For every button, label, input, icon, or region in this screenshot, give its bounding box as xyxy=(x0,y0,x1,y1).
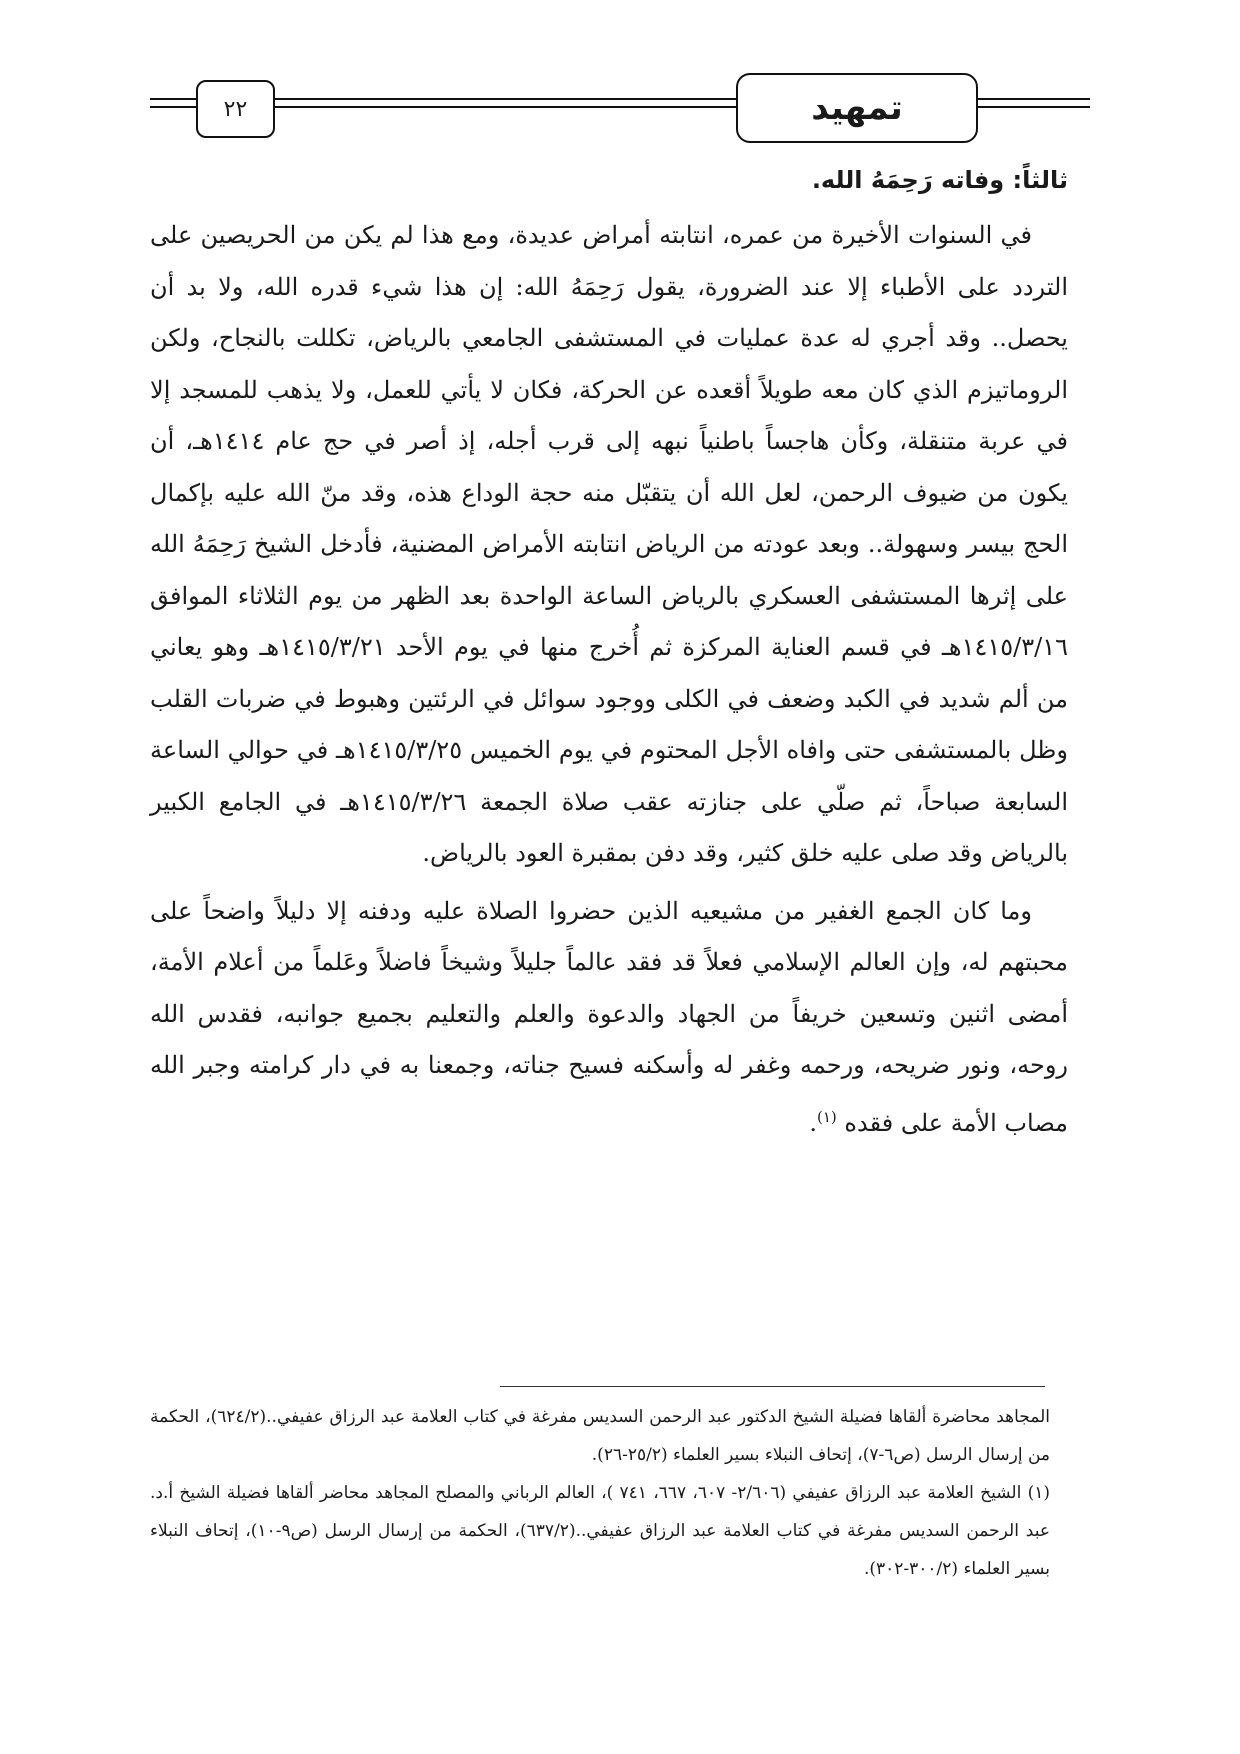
page-number: ٢٢ xyxy=(196,80,275,138)
footnote-continued: المجاهد محاضرة ألقاها فضيلة الشيخ الدكتور عبد الرحمن السديس مفرغة في كتاب العلامة عبد الرزاق عفيفي..(٦٢٤/٢)، الحكمة من إرسال الرسل (ص٦-٧)، إتحاف النبلاء بسير العلماء (٢٥/٢-٢٦). xyxy=(150,1407,1050,1465)
footnote-separator xyxy=(500,1386,1045,1387)
page-header xyxy=(0,0,1240,170)
footnotes xyxy=(150,1398,1050,1588)
paragraph-2-period: . xyxy=(809,1108,817,1137)
footnote-reference: (١) xyxy=(816,1107,837,1126)
section-heading: ثالثاً: وفاته رَحِمَهُ الله. xyxy=(811,166,1068,194)
main-content xyxy=(150,158,1068,1149)
chapter-title: تمهيد xyxy=(736,73,978,143)
footnote-1: (١) الشيخ العلامة عبد الرزاق عفيفي (٢/٦٠٦- ٦٠٧، ٦٦٧، ٧٤١ )، العالم الرباني والمصلح المجاهد محاضر ألقاها فضيلة الشيخ أ.د. عبد الرحمن السديس مفرغة في كتاب العلامة عبد الرزاق عفيفي..(٦٣٧/٢)، الحكمة من إرسال الرسل (ص٩-١٠)، إتحاف النبلاء بسير العلماء (٣٠٠/٢-٣٠٢). xyxy=(150,1483,1051,1579)
paragraph-2-text: وما كان الجمع الغفير من مشيعيه الذين حضروا الصلاة عليه ودفنه إلا دليلاً واضحاً على محبتهم له، وإن العالم الإسلامي فعلاً قد فقد عالماً جليلاً وشيخاً فاضلاً وعَلماً من أعلام الأمة، أمضى اثنين وتسعين خريفاً من الجهاد والدعوة والعلم والتعليم بجميع جوانبه، فقدس الله روحه، ونور ضريحه، ورحمه وغفر له وأسكنه فسيح جناته، وجمعنا به في دار كرامته وجبر الله مصاب الأمة على فقده xyxy=(150,896,1069,1137)
paragraph-2 xyxy=(150,886,1068,1150)
paragraph-1: في السنوات الأخيرة من عمره، انتابته أمراض عديدة، ومع هذا لم يكن من الحريصين على التردد على الأطباء إلا عند الضرورة، يقول رَحِمَهُ الله: إن هذا شيء قدره الله، ولا بد أن يحصل.. وقد أجري له عدة عمليات في المستشفى الجامعي بالرياض، تكللت بالنجاح، ولكن الروماتيزم الذي كان معه طويلاً أقعده عن الحركة، فكان لا يأتي للعمل، ولا يذهب للمسجد إلا في عربة متنقلة، وكأن هاجساً باطنياً نبهه إلى قرب أجله، إذ أصر في حج عام ١٤١٤هـ، أن يكون من ضيوف الرحمن، لعل الله أن يتقبّل منه حجة الوداع هذه، وقد منّ الله عليه بإكمال الحج بيسر وسهولة.. وبعد عودته من الرياض انتابته الأمراض المضنية، فأدخل الشيخ رَحِمَهُ الله على إثرها المستشفى العسكري بالرياض الساعة الواحدة بعد الظهر من يوم الثلاثاء الموافق ١٤١٥/٣/١٦هـ في قسم العناية المركزة ثم أُخرج منها في يوم الأحد ١٤١٥/٣/٢١هـ وهو يعاني من ألم شديد في الكبد وضعف في الكلى ووجود سوائل في الرئتين وهبوط في ضربات القلب وظل بالمستشفى حتى وافاه الأجل المحتوم في يوم الخميس ١٤١٥/٣/٢٥هـ في حوالي الساعة السابعة صباحاً، ثم صلّي على جنازته عقب صلاة الجمعة ١٤١٥/٣/٢٦هـ في الجامع الكبير بالرياض وقد صلى عليه خلق كثير، وقد دفن بمقبرة العود بالرياض. xyxy=(150,221,1068,867)
